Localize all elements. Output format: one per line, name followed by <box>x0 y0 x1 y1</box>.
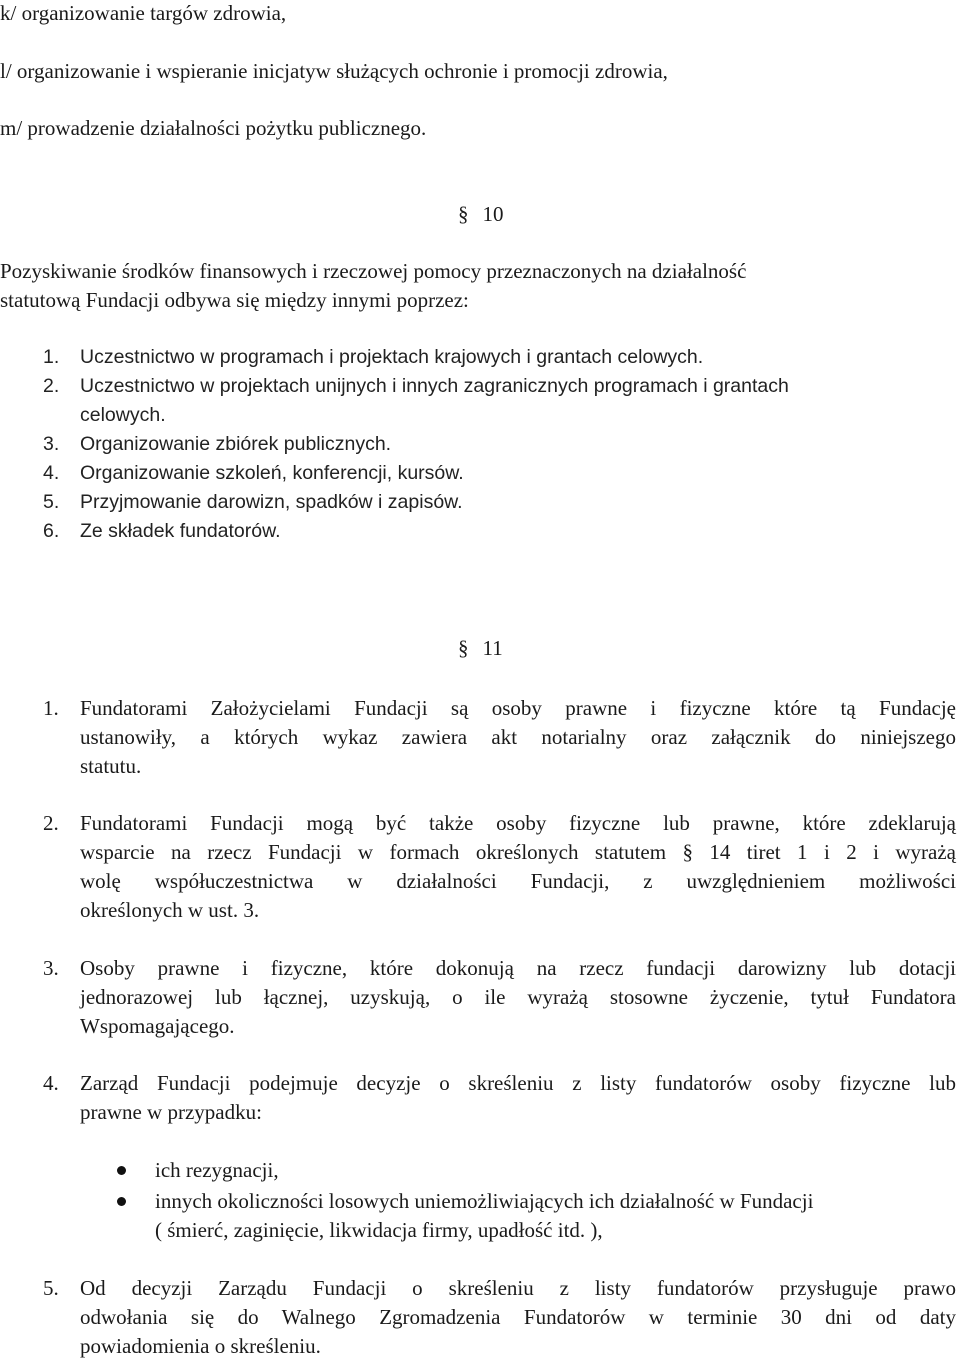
point-5-text: Od decyzji Zarządu Fundacji o skreśleniu z listy fundatorów przysługuje prawo odwołania się do Walnego Zgromadzenia Fundatorów w terminie 30 dni od daty powiadomienia o skreśleniu. <box>80 1276 956 1358</box>
section-symbol: § <box>458 636 469 660</box>
section-10-intro-line-2: statutową Fundacji odbywa się między innymi poprzez: <box>0 288 469 312</box>
funding-item-number: 5. <box>43 491 60 513</box>
point-number: 2. <box>43 811 59 835</box>
funding-item-number: 2. <box>43 375 60 397</box>
bullet-dot <box>117 1197 126 1206</box>
funding-item-number: 1. <box>43 346 60 368</box>
funding-item-number: 6. <box>43 520 60 542</box>
point-2-text: Fundatorami Fundacji mogą być także osoby fizyczne lub prawne, które zdeklarują wsparcie na rzecz Fundacji w formach określonych statutem § 14 tiret 1 i 2 i wyrażą wolę współuczestnictwa w działalności Fundacji, z uwzględnieniem możliwości określonych w ust. 3. <box>80 811 956 922</box>
bullet-dot <box>117 1166 126 1175</box>
point-4-text: Zarząd Fundacji podejmuje decyzje o skreśleniu z listy fundatorów osoby fizyczne lub prawne w przypadku: <box>80 1071 956 1124</box>
intro-item-k: k/ organizowanie targów zdrowia, <box>0 1 287 25</box>
bullet-text: ich rezygnacji, <box>155 1158 279 1182</box>
point-number: 3. <box>43 956 59 980</box>
section-number: 10 <box>482 202 504 226</box>
point-number: 1. <box>43 696 59 720</box>
section-10-intro-line-1: Pozyskiwanie środków finansowych i rzeczowej pomocy przeznaczonych na działalność <box>0 259 747 283</box>
point-number: 5. <box>43 1276 59 1300</box>
intro-item-m: m/ prowadzenie działalności pożytku publicznego. <box>0 116 427 140</box>
point-1-text: Fundatorami Założycielami Fundacji są osoby prawne i fizyczne które tą Fundację ustanowiły, a których wykaz zawiera akt notarialny oraz załącznik do niniejszego statutu. <box>80 696 956 778</box>
funding-item-text: Organizowanie szkoleń, konferencji, kursów. <box>80 462 464 484</box>
intro-item-l: l/ organizowanie i wspieranie inicjatyw służących ochronie i promocji zdrowia, <box>0 59 668 83</box>
funding-item-text: Uczestnictwo w programach i projektach krajowych i grantach celowych. <box>80 346 704 368</box>
funding-item-text-cont: celowych. <box>80 404 166 426</box>
bullet-text: innych okoliczności losowych uniemożliwiających ich działalność w Fundacji <box>155 1189 814 1213</box>
section-number: 11 <box>482 636 503 660</box>
point-number: 4. <box>43 1071 59 1095</box>
funding-item-text: Uczestnictwo w projektach unijnych i innych zagranicznych programach i grantach <box>80 375 789 397</box>
funding-item-text: Przyjmowanie darowizn, spadków i zapisów. <box>80 491 463 513</box>
funding-item-text: Ze składek fundatorów. <box>80 520 281 542</box>
section-symbol: § <box>458 202 469 226</box>
section-11-heading <box>458 638 503 659</box>
funding-item-number: 3. <box>43 433 60 455</box>
bullet-text-cont: ( śmierć, zaginięcie, likwidacja firmy, upadłość itd. ), <box>155 1218 603 1242</box>
funding-item-text: Organizowanie zbiórek publicznych. <box>80 433 392 455</box>
funding-item-number: 4. <box>43 462 60 484</box>
point-3-text: Osoby prawne i fizyczne, które dokonują na rzecz fundacji darowizny lub dotacji jednorazowej lub łącznej, uzyskują, o ile wyrażą stosowne życzenie, tytuł Fundatora Wspomagającego. <box>80 956 956 1038</box>
section-10-heading <box>458 204 504 225</box>
